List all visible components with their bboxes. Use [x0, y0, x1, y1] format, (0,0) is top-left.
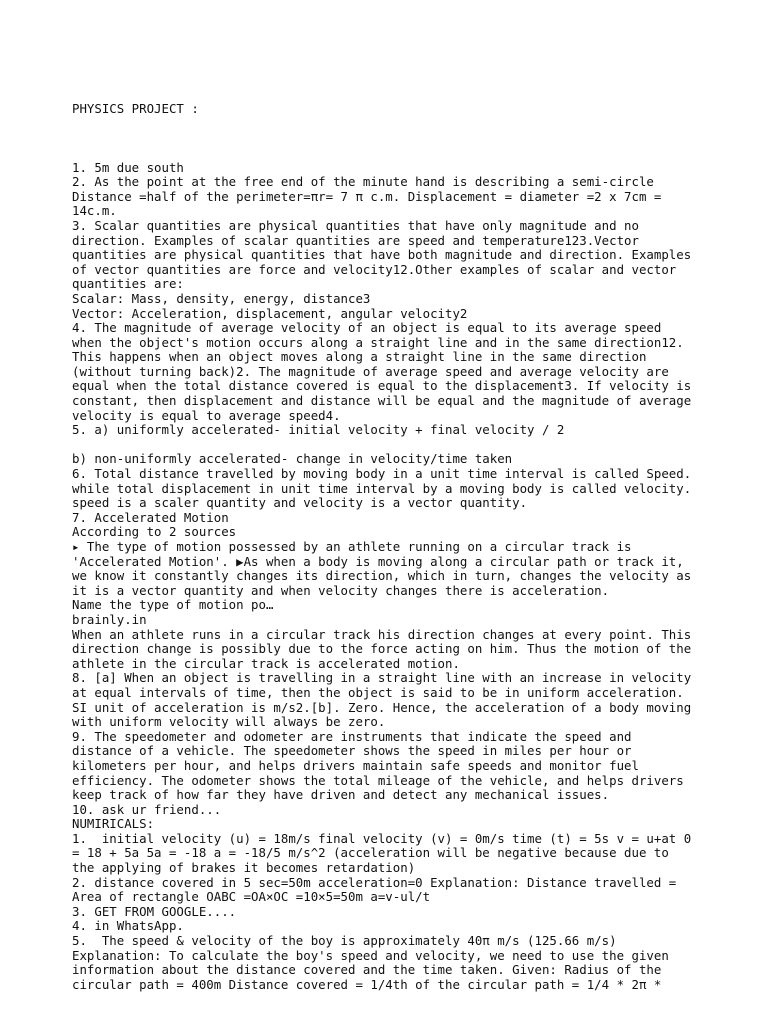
text-line: kilometers per hour, and helps drivers maintain safe speeds and monitor fuel: [72, 757, 639, 773]
text-line: 6. Total distance travelled by moving body in a unit time interval is called Speed.: [72, 466, 692, 482]
text-line: constant, then displacement and distance will be equal and the magnitude of average: [72, 393, 692, 409]
text-line: 3. Scalar quantities are physical quantities that have only magnitude and no: [72, 217, 639, 233]
text-line: 9. The speedometer and odometer are instruments that indicate the speed and: [72, 728, 632, 744]
text-line: b) non-uniformly accelerated- change in velocity/time taken: [72, 451, 513, 467]
text-line: at equal intervals of time, then the object is said to be in uniform acceleration.: [72, 684, 684, 700]
text-line: 7. Accelerated Motion: [72, 509, 229, 525]
text-line: 5. a) uniformly accelerated- initial velocity + final velocity / 2: [72, 422, 565, 438]
text-line: [72, 146, 712, 161]
text-line: information about the distance covered and the time taken. Given: Radius of the: [72, 962, 662, 978]
text-line: 10. ask ur friend...: [72, 801, 222, 817]
text-line: speed is a scaler quantity and velocity is a vector quantity.: [72, 495, 528, 511]
text-line: keep track of how far they have driven and detect any mechanical issues.: [72, 787, 610, 803]
text-line: of vector quantities are force and velocity12.Other examples of scalar and vector: [72, 261, 677, 277]
text-line: 2. distance covered in 5 sec=50m acceleration=0 Explanation: Distance travelled =: [72, 874, 677, 890]
text-line: brainly.in: [72, 611, 147, 627]
text-line: 'Accelerated Motion'. ▶As when a body is moving along a circular path or track it,: [72, 553, 684, 569]
text-line: [72, 438, 712, 453]
text-line: distance of a vehicle. The speedometer shows the speed in miles per hour or: [72, 743, 632, 759]
text-line: Scalar: Mass, density, energy, distance3: [72, 290, 371, 306]
text-line: = 18 + 5a 5a = -18 a = -18/5 m/s^2 (acceleration will be negative because due to: [72, 845, 669, 861]
text-line: 2. As the point at the free end of the minute hand is describing a semi-circle: [72, 174, 654, 190]
text-line: (without turning back)2. The magnitude of average speed and average velocity are: [72, 363, 669, 379]
document-lines: [72, 146, 712, 992]
text-line: According to 2 sources: [72, 524, 237, 540]
text-line: while total displacement in unit time interval by a moving body is called velocity.: [72, 480, 692, 496]
document-title: PHYSICS PROJECT :: [72, 101, 199, 117]
text-line: quantities are physical quantities that have both magnitude and direction. Examples: [72, 247, 692, 263]
text-line: 4. The magnitude of average velocity of an object is equal to its average speed: [72, 320, 662, 336]
text-line: quantities are:: [72, 276, 184, 292]
text-line: NUMIRICALS:: [72, 816, 155, 832]
document-body: [72, 73, 712, 1007]
text-line: 5. The speed & velocity of the boy is approximately 40π m/s (125.66 m/s): [72, 933, 617, 949]
text-line: we know it constantly changes its direction, which in turn, changes the velocity as: [72, 568, 692, 584]
text-line: velocity is equal to average speed4.: [72, 407, 341, 423]
text-line: it is a vector quantity and when velocity changes there is acceleration.: [72, 582, 610, 598]
text-line: ▸ The type of motion possessed by an athlete running on a circular track is: [72, 539, 632, 554]
text-line: with uniform velocity will always be zero.: [72, 714, 386, 730]
text-line: athlete in the circular track is accelerated motion.: [72, 655, 460, 671]
text-line: equal when the total distance covered is equal to the displacement3. If velocity is: [72, 378, 692, 394]
text-line: 1. initial velocity (u) = 18m/s final velocity (v) = 0m/s time (t) = 5s v = u+at 0: [72, 830, 692, 846]
text-line: SI unit of acceleration is m/s2.[b]. Zero. Hence, the acceleration of a body moving: [72, 699, 692, 715]
text-line: Distance =half of the perimeter=πr= 7 π c.m. Displacement = diameter =2 x 7cm =: [72, 188, 662, 204]
text-line: direction. Examples of scalar quantities are speed and temperature123.Vector: [72, 232, 639, 248]
text-line: direction change is possibly due to the force acting on him. Thus the motion of the: [72, 641, 692, 657]
text-line: Vector: Acceleration, displacement, angular velocity2: [72, 305, 468, 321]
text-line: 4. in WhatsApp.: [72, 918, 184, 934]
text-line: Explanation: To calculate the boy's speed and velocity, we need to use the given: [72, 947, 669, 963]
text-line: efficiency. The odometer shows the total mileage of the vehicle, and helps drivers: [72, 772, 684, 788]
text-line: 1. 5m due south: [72, 159, 184, 175]
text-line: This happens when an object moves along a straight line in the same direction: [72, 349, 647, 365]
text-line: 14c.m.: [72, 203, 117, 219]
text-line: when the object's motion occurs along a straight line and in the same direction12.: [72, 334, 684, 350]
text-line: circular path = 400m Distance covered = 1/4th of the circular path = 1/4 * 2π *: [72, 976, 662, 992]
text-line: Name the type of motion po…: [72, 597, 274, 613]
text-line: the applying of brakes it becomes retardation): [72, 860, 416, 876]
text-line: 8. [a] When an object is travelling in a straight line with an increase in velocity: [72, 670, 692, 686]
text-line: When an athlete runs in a circular track his direction changes at every point. This: [72, 626, 692, 642]
text-line: 3. GET FROM GOOGLE....: [72, 903, 237, 919]
text-line: Area of rectangle OABC =OA×OC =10×5=50m a=v-ul/t: [72, 889, 431, 905]
